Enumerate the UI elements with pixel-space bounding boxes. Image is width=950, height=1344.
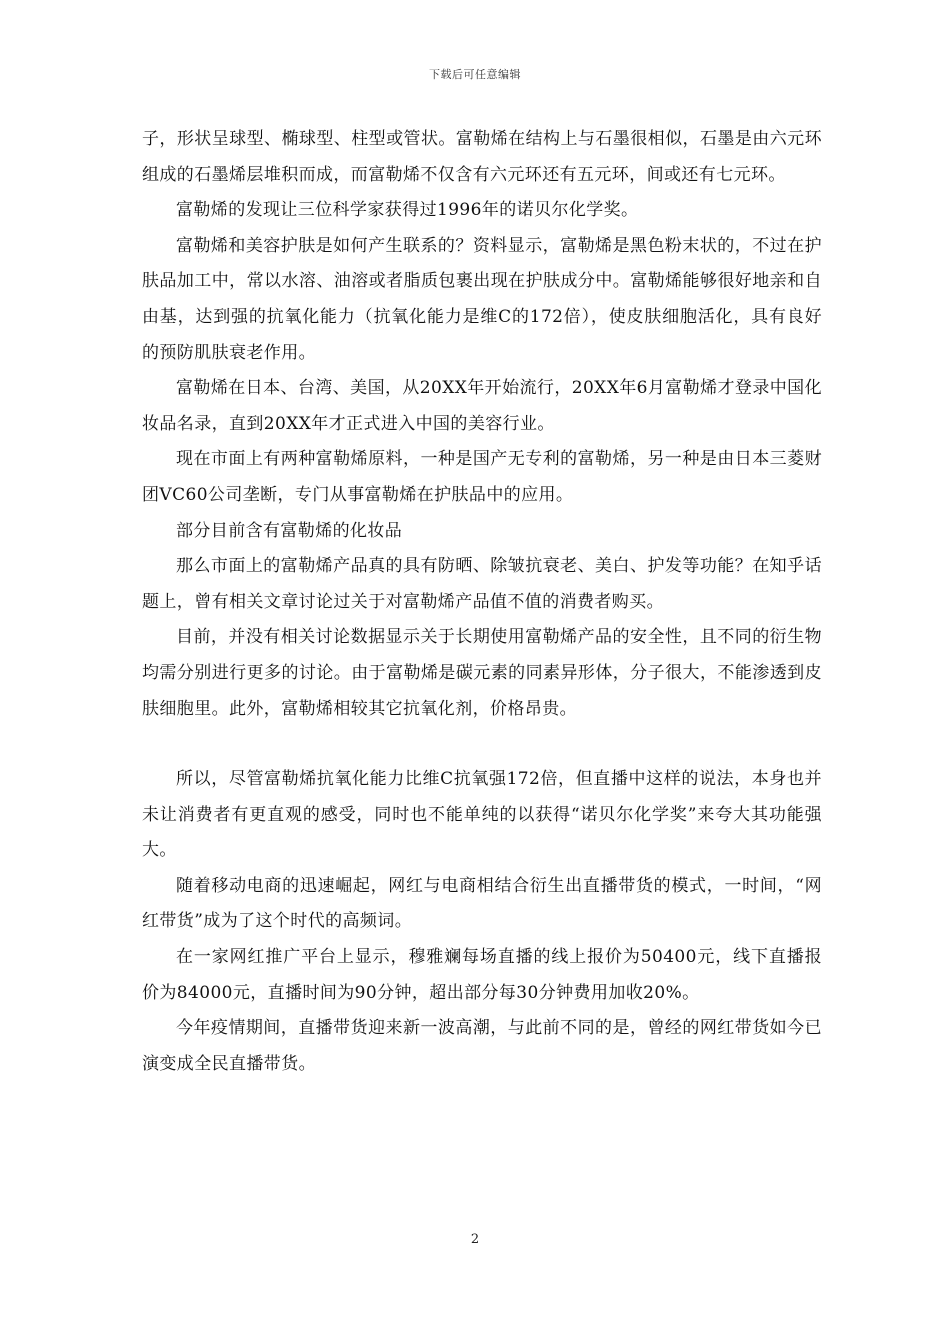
paragraph: 现在市面上有两种富勒烯原料，一种是国产无专利的富勒烯，另一种是由日本三菱财团VC60公司垄断，专门从事富勒烯在护肤品中的应用。 <box>142 449 822 505</box>
paragraph: 富勒烯在日本、台湾、美国，从20XX年开始流行，20XX年6月富勒烯才登录中国化妆品名录，直到20XX年才正式进入中国的美容行业。 <box>142 378 822 434</box>
paragraph: 随着移动电商的迅速崛起，网红与电商相结合衍生出直播带货的模式，一时间，“网红带货”成为了这个时代的高频词。 <box>142 875 822 932</box>
paragraph: 所以，尽管富勒烯抗氧化能力比维C抗氧强172倍，但直播中这样的说法，本身也并未让消费者有更直观的感受，同时也不能单纯的以获得“诺贝尔化学奖”来夸大其功能强大。 <box>142 769 822 861</box>
paragraph: 那么市面上的富勒烯产品真的具有防晒、除皱抗衰老、美白、护发等功能？在知乎话题上，曾有相关文章讨论过关于对富勒烯产品值不值的消费者购买。 <box>142 556 822 612</box>
page-number: 2 <box>470 1232 480 1247</box>
paragraph: 富勒烯的发现让三位科学家获得过1996年的诺贝尔化学奖。 <box>176 200 639 221</box>
paragraph: 部分目前含有富勒烯的化妆品 <box>176 520 403 541</box>
page-header: 下载后可任意编辑 <box>429 68 521 81</box>
paragraph: 目前，并没有相关讨论数据显示关于长期使用富勒烯产品的安全性，且不同的衍生物均需分别进行更多的讨论。由于富勒烯是碳元素的同素异形体，分子很大，不能渗透到皮肤细胞里。此外，富勒烯相较其它抗氧化剂，价格昂贵。 <box>142 627 822 719</box>
paragraph: 富勒烯和美容护肤是如何产生联系的？资料显示，富勒烯是黑色粉末状的，不过在护肤品加工中，常以水溶、油溶或者脂质包裹出现在护肤成分中。富勒烯能够很好地亲和自由基，达到强的抗氧化能力（抗氧化能力是维C的172倍），使皮肤细胞活化，具有良好的预防肌肤衰老作用。 <box>142 235 822 363</box>
paragraph: 在一家网红推广平台上显示，穆雅斓每场直播的线上报价为50400元，线下直播报价为84000元，直播时间为90分钟，超出部分每30分钟费用加收20%。 <box>142 947 822 1003</box>
paragraph: 今年疫情期间，直播带货迎来新一波高潮，与此前不同的是，曾经的网红带货如今已演变成全民直播带货。 <box>142 1018 822 1074</box>
paragraph: 子，形状呈球型、椭球型、柱型或管状。富勒烯在结构上与石墨很相似，石墨是由六元环组成的石墨烯层堆积而成，而富勒烯不仅含有六元环还有五元环，间或还有七元环。 <box>142 129 822 185</box>
body-text <box>142 122 822 1082</box>
